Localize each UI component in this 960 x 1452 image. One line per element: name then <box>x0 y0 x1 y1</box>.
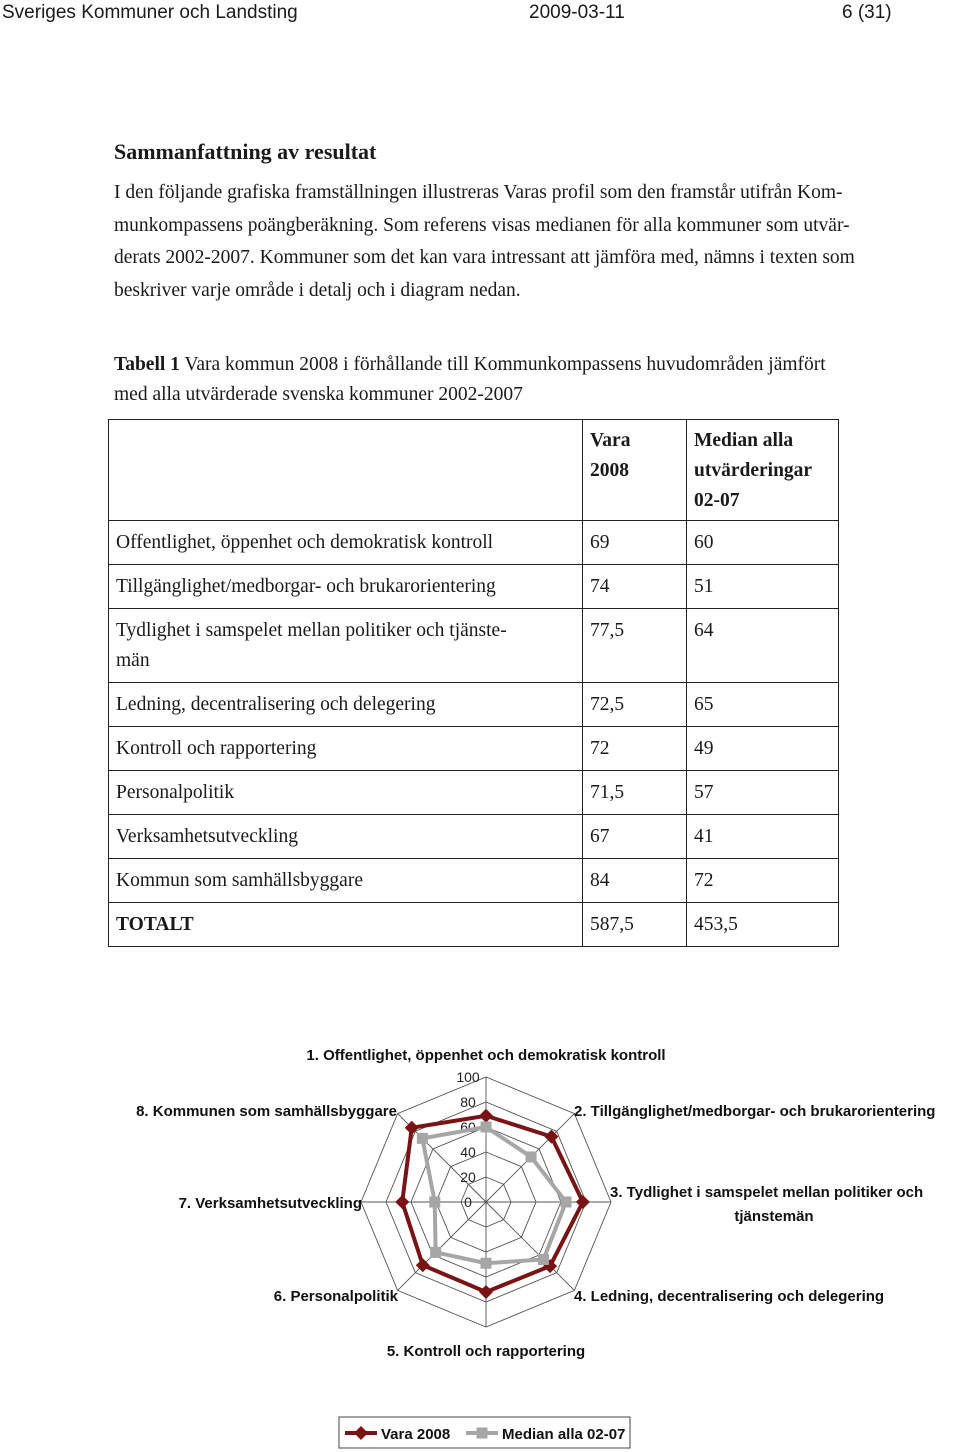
results-table <box>108 419 839 947</box>
radar-point <box>576 1195 590 1209</box>
radar-point <box>479 1285 493 1299</box>
row-vara-value: 67 <box>583 815 687 859</box>
summary-paragraph <box>114 177 954 307</box>
row-vara-value: 72 <box>583 727 687 771</box>
radar-tick-label: 80 <box>460 1094 476 1110</box>
radar-tick-label: 100 <box>456 1069 480 1085</box>
radar-tick-label: 60 <box>460 1119 476 1135</box>
legend-label: Median alla 02-07 <box>502 1426 626 1443</box>
summary-line: I den följande grafiska framställningen illustreras Varas profil som den framstår utifrån Kom- <box>114 182 843 203</box>
table-caption-text-2: med alla utvärderade svenska kommuner 2002-2007 <box>114 384 523 405</box>
row-vara-value: 71,5 <box>583 771 687 815</box>
radar-point <box>395 1195 409 1209</box>
radar-point <box>417 1133 428 1144</box>
table-row <box>109 609 839 683</box>
total-vara-value: 587,5 <box>583 903 687 947</box>
radar-tick-label: 20 <box>460 1169 476 1185</box>
row-label: Ledning, decentralisering och delegering <box>109 683 583 727</box>
header-date: 2009-03-11 <box>529 2 625 23</box>
row-vara-value: 84 <box>583 859 687 903</box>
radar-point <box>481 1258 492 1269</box>
section-heading: Sammanfattning av resultat <box>114 139 377 164</box>
row-vara-value: 72,5 <box>583 683 687 727</box>
row-label: Kontroll och rapportering <box>109 727 583 771</box>
summary-line: derats 2002-2007. Kommuner som det kan vara intressant att jämföra med, nämns i texten som <box>114 247 855 268</box>
radar-category-label: 6. Personalpolitik <box>273 1288 398 1305</box>
header-org: Sveriges Kommuner och Landsting <box>2 2 298 23</box>
radar-point <box>481 1122 492 1133</box>
row-vara-value: 74 <box>583 565 687 609</box>
row-label: Kommun som samhällsbyggare <box>109 859 583 903</box>
row-vara-value: 77,5 <box>583 609 687 683</box>
radar-tick-label: 40 <box>460 1144 476 1160</box>
table-caption-label: Tabell 1 <box>114 354 180 375</box>
row-median-value: 60 <box>687 521 839 565</box>
row-label: Tillgänglighet/medborgar- och brukarorientering <box>109 565 583 609</box>
row-vara-value: 69 <box>583 521 687 565</box>
total-median-value: 453,5 <box>687 903 839 947</box>
radar-point <box>429 1197 440 1208</box>
radar-category-label: 7. Verksamhetsutveckling <box>178 1195 362 1212</box>
row-label: Verksamhetsutveckling <box>109 815 583 859</box>
table-row <box>109 565 839 609</box>
radar-tick-label: 0 <box>464 1194 472 1210</box>
summary-line: munkompassens poängberäkning. Som referens visas medianen för alla kommuner som utvär- <box>114 214 850 236</box>
row-median-value: 64 <box>687 609 839 683</box>
table-header-median: Median alla utvärderingar 02-07 <box>687 420 839 521</box>
row-median-value: 49 <box>687 727 839 771</box>
table-header-empty-cell <box>109 420 583 521</box>
header-page-number: 6 (31) <box>842 2 892 23</box>
radar-category-label: 1. Offentlighet, öppenhet och demokratisk kontroll <box>306 1047 666 1064</box>
radar-point <box>430 1247 441 1258</box>
total-label: TOTALT <box>109 903 583 947</box>
row-label: Personalpolitik <box>109 771 583 815</box>
row-label: Tydlighet i samspelet mellan politiker och tjänste- män <box>109 609 583 683</box>
table-caption <box>114 350 934 410</box>
summary-line: beskriver varje område i detalj och i diagram nedan. <box>114 279 521 301</box>
legend-swatch-marker <box>477 1428 488 1439</box>
radar-category-label: 2. Tillgänglighet/medborgar- och brukarorientering <box>574 1103 936 1120</box>
radar-point <box>561 1197 572 1208</box>
table-row <box>109 859 839 903</box>
row-median-value: 51 <box>687 565 839 609</box>
row-median-value: 72 <box>687 859 839 903</box>
radar-point <box>526 1151 537 1162</box>
radar-point <box>479 1109 493 1123</box>
table-header-vara: Vara 2008 <box>583 420 687 521</box>
radar-category-label: 8. Kommunen som samhällsbyggare <box>136 1103 397 1120</box>
radar-category-label: 3. Tydlighet i samspelet mellan politiker och <box>610 1184 924 1201</box>
radar-chart <box>0 1030 960 1452</box>
table-row <box>109 771 839 815</box>
table-row <box>109 727 839 771</box>
row-label: Offentlighet, öppenhet och demokratisk kontroll <box>109 521 583 565</box>
table-row <box>109 815 839 859</box>
row-median-value: 41 <box>687 815 839 859</box>
table-row <box>109 521 839 565</box>
radar-point <box>538 1254 549 1265</box>
radar-category-label-cont: tjänstemän <box>734 1208 814 1225</box>
table-row <box>109 683 839 727</box>
radar-category-label: 5. Kontroll och rapportering <box>386 1343 586 1360</box>
table-caption-text: Vara kommun 2008 i förhållande till Kommunkompassens huvudområden jämfört <box>179 354 826 375</box>
row-median-value: 57 <box>687 771 839 815</box>
legend-label: Vara 2008 <box>381 1426 451 1443</box>
table-total-row <box>109 903 839 947</box>
table-header-row <box>109 420 839 521</box>
row-median-value: 65 <box>687 683 839 727</box>
radar-category-label: 4. Ledning, decentralisering och delegering <box>574 1288 885 1305</box>
page-header <box>0 0 960 24</box>
